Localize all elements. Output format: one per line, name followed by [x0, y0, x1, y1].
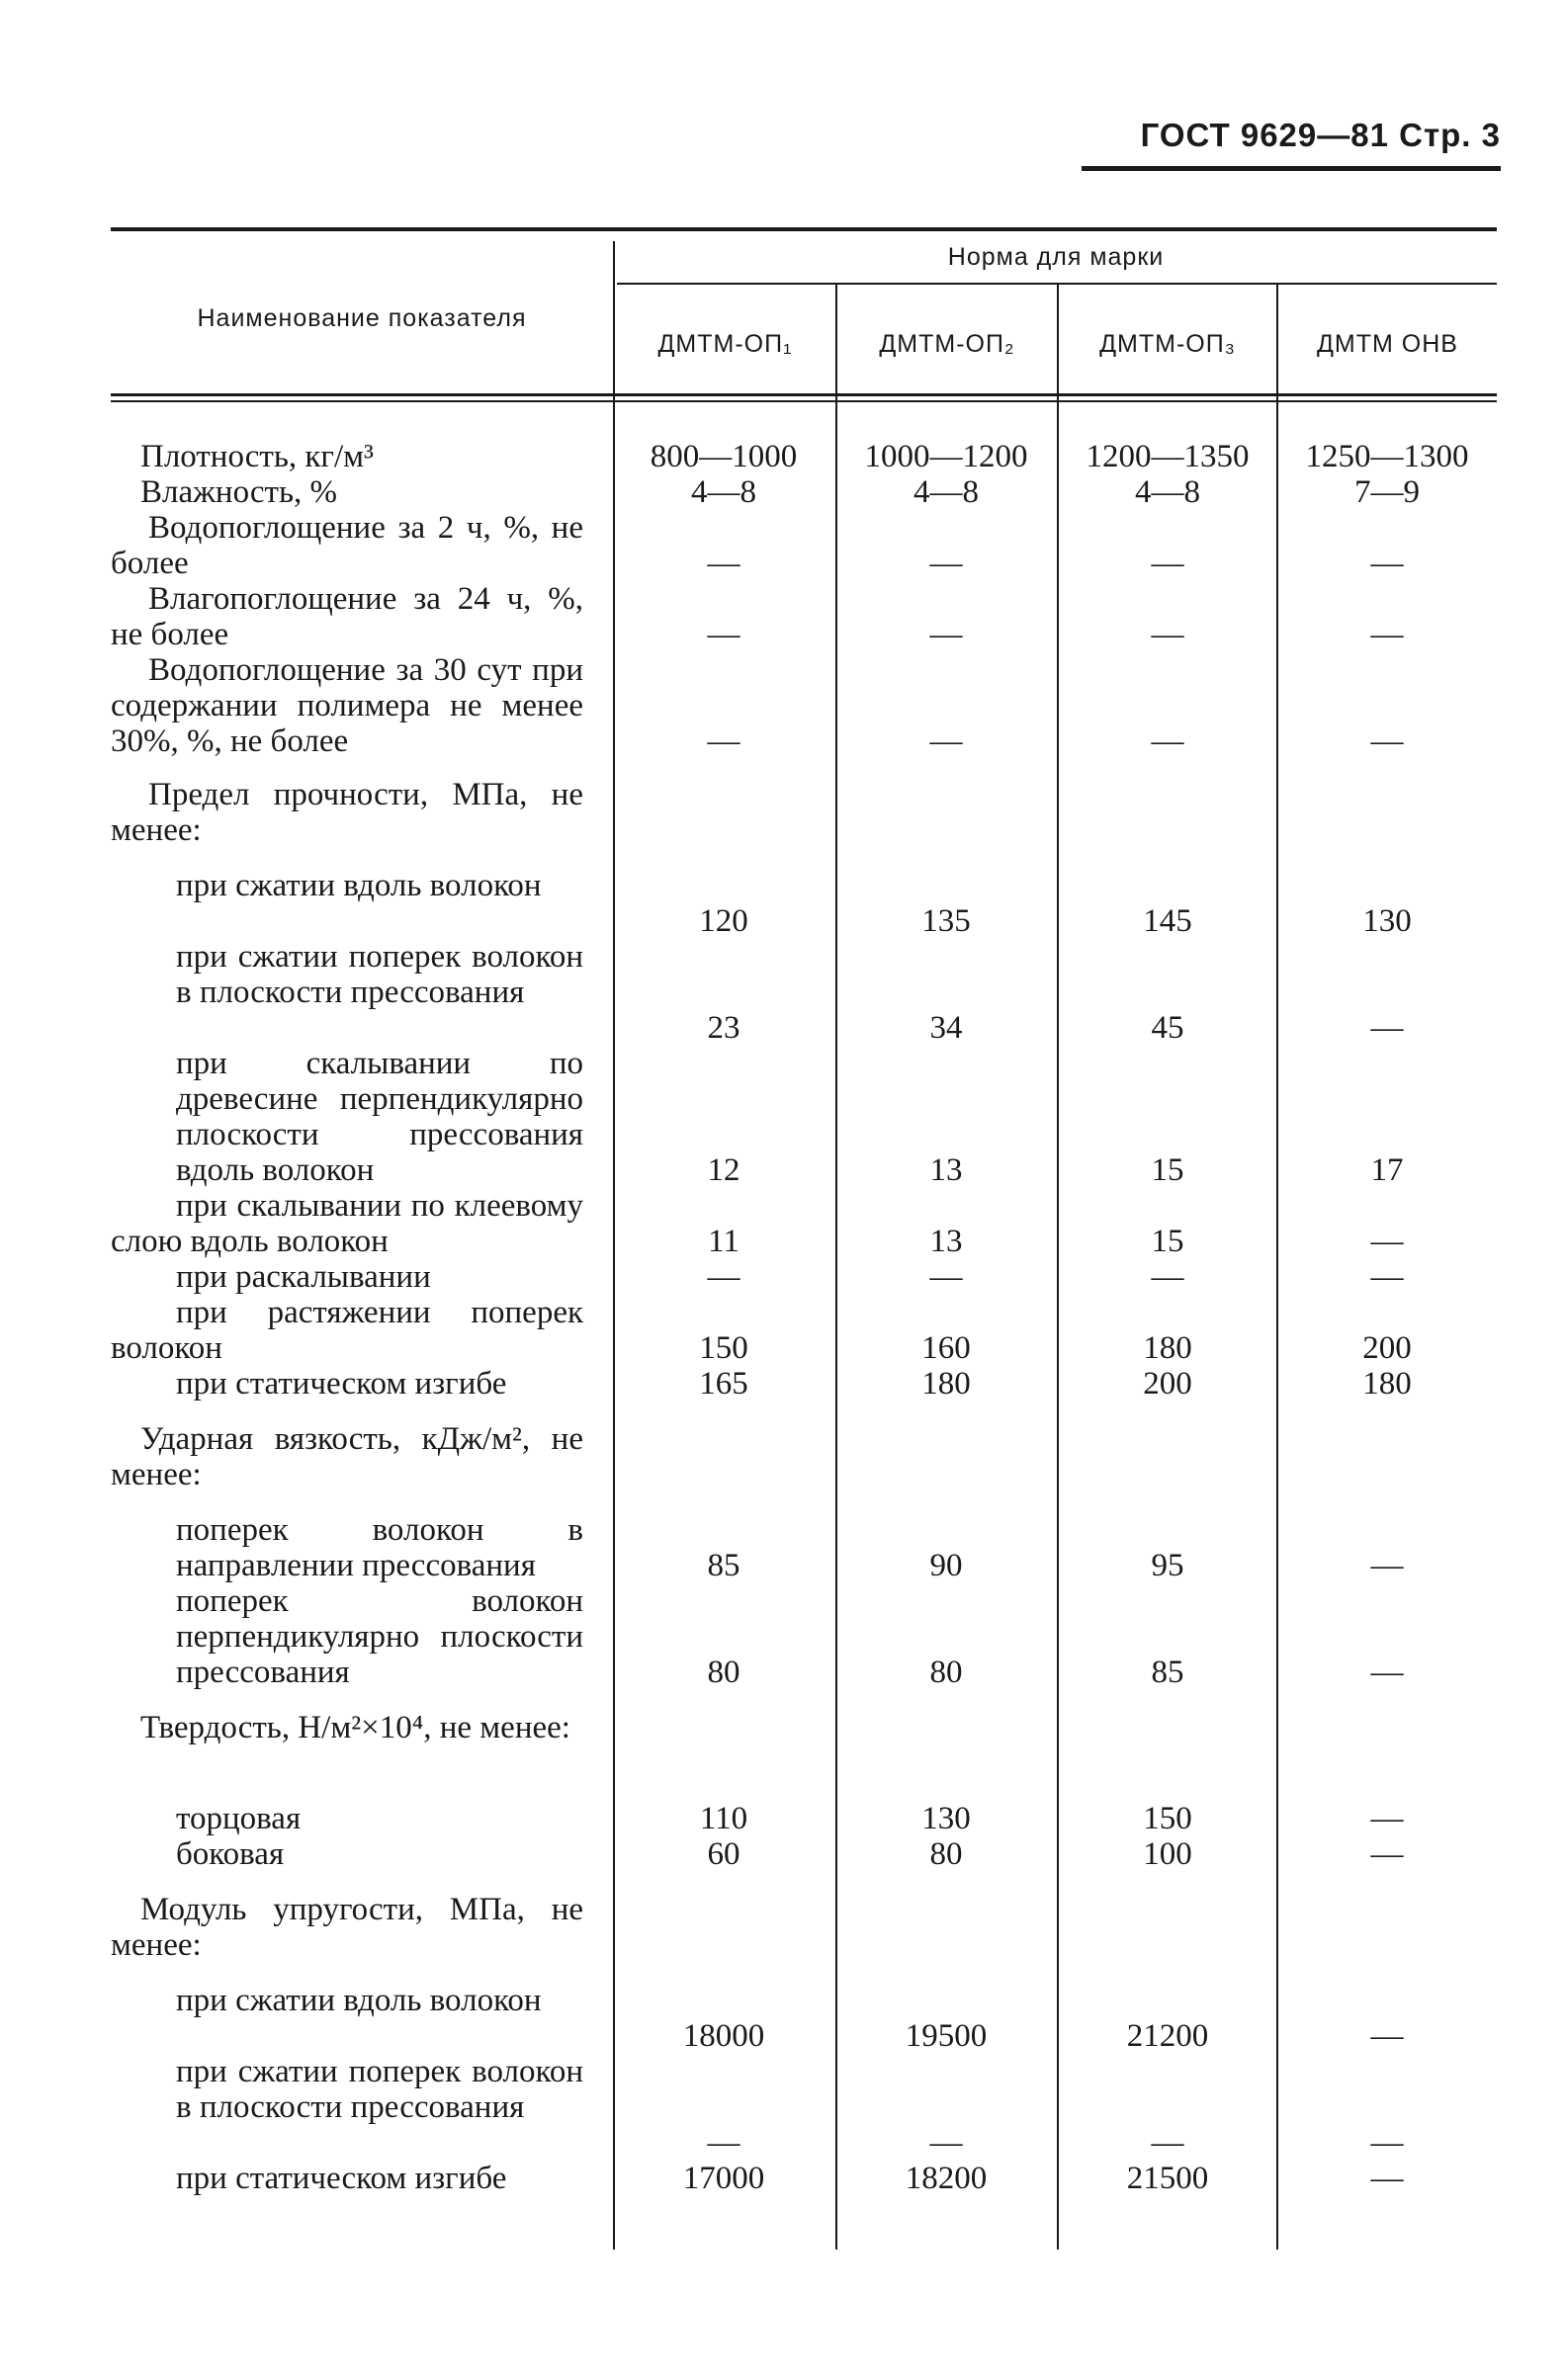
row-value: 150: [1143, 1801, 1192, 1836]
group-header: Норма для марки: [947, 243, 1165, 271]
row-value: 130: [1362, 903, 1412, 939]
row-label: боковая: [176, 1836, 285, 1872]
table-row: [111, 1188, 1497, 1259]
row-value: —: [1370, 723, 1404, 759]
row-label: при сжатии поперек волокон в плоскости прессования: [176, 2054, 583, 2125]
table-row: [111, 1512, 1497, 1583]
grade-header: ДМТМ-ОП₃: [1099, 330, 1236, 358]
table-row: [111, 2054, 1497, 2161]
row-value: 130: [921, 1801, 971, 1836]
row-label: поперек волокон перпендикулярно плоскости прессования: [176, 1583, 583, 1690]
row-label: Твердость, Н/м²×10⁴, не менее:: [140, 1710, 570, 1745]
page-header: [1141, 117, 1501, 154]
row-value: —: [1370, 1259, 1404, 1295]
gost-code: ГОСТ 9629—81: [1140, 117, 1389, 153]
row-value: 17: [1370, 1152, 1404, 1188]
row-value: —: [929, 546, 963, 581]
row-value: 11: [708, 1224, 740, 1259]
row-label: Модуль упругости, МПа, не менее:: [111, 1892, 583, 1963]
row-value: —: [1370, 1801, 1404, 1836]
row-value: —: [1370, 617, 1404, 652]
row-label: Водопоглощение за 2 ч, %, не более: [111, 510, 583, 581]
row-label: Плотность, кг/м³: [140, 439, 374, 474]
row-value: 85: [707, 1548, 740, 1583]
row-value: 18200: [905, 2161, 988, 2196]
row-value: —: [929, 617, 963, 652]
row-value: —: [1370, 1836, 1404, 1872]
row-value: —: [707, 1259, 740, 1295]
row-value: —: [1151, 723, 1184, 759]
table-row: [111, 1421, 1497, 1492]
row-value: 120: [699, 903, 748, 939]
row-value: —: [707, 617, 740, 652]
table-row: [111, 777, 1497, 848]
row-value: 100: [1143, 1836, 1192, 1872]
row-label: при скалывании по древесине перпендикулярно плоскости прессования вдоль волокон: [176, 1046, 583, 1188]
row-value: 4—8: [1135, 474, 1200, 510]
row-value: —: [1370, 2018, 1404, 2054]
row-label: при статическом изгибе: [176, 2161, 507, 2196]
table-row: [111, 1836, 1497, 1872]
row-value: 80: [929, 1655, 963, 1690]
header-rule: [1082, 166, 1501, 171]
grade-header: ДМТМ ОНВ: [1317, 330, 1458, 358]
row-value: 180: [1143, 1330, 1192, 1366]
row-label: Водопоглощение за 30 сут при содержании полимера не менее 30%, %, не более: [111, 652, 583, 759]
row-value: —: [1370, 2125, 1404, 2161]
row-value: 145: [1143, 903, 1192, 939]
row-value: —: [707, 723, 740, 759]
table-row: [111, 868, 1497, 939]
row-label: Влагопоглощение за 24 ч, %, не более: [111, 581, 583, 652]
row-value: 180: [1362, 1366, 1412, 1402]
row-label: при раскалывании: [176, 1259, 431, 1295]
table-row: [111, 1801, 1497, 1836]
row-value: 200: [1362, 1330, 1412, 1366]
row-value: —: [1370, 546, 1404, 581]
table-top-rule: [111, 227, 1497, 231]
row-value: 135: [921, 903, 971, 939]
table-row: [111, 510, 1497, 581]
row-value: 90: [929, 1548, 963, 1583]
row-value: —: [707, 2125, 740, 2161]
row-value: —: [929, 2125, 963, 2161]
row-label: при скалывании по клеевому слою вдоль волокон: [111, 1188, 583, 1259]
grade-header: ДМТМ-ОП₁: [657, 330, 793, 358]
row-value: —: [1151, 546, 1184, 581]
row-value: —: [929, 1259, 963, 1295]
row-value: 85: [1151, 1655, 1184, 1690]
table-row: [111, 1583, 1497, 1690]
row-value: —: [1370, 1655, 1404, 1690]
row-value: 1000—1200: [864, 439, 1028, 474]
row-value: —: [1370, 2161, 1404, 2196]
row-value: 4—8: [691, 474, 756, 510]
table-row: [111, 1259, 1497, 1295]
row-value: 1250—1300: [1305, 439, 1469, 474]
row-value: 165: [699, 1366, 748, 1402]
table-row: [111, 474, 1497, 510]
row-value: —: [1370, 1224, 1404, 1259]
table-row: [111, 1366, 1497, 1402]
row-label: Ударная вязкость, кДж/м², не менее:: [111, 1421, 583, 1492]
table-row: [111, 939, 1497, 1046]
row-value: 7—9: [1354, 474, 1420, 510]
row-value: 21200: [1126, 2018, 1209, 2054]
row-label: при сжатии вдоль волокон: [176, 868, 542, 903]
row-value: 13: [929, 1152, 963, 1188]
table-row: [111, 1892, 1497, 1963]
row-value: 110: [699, 1801, 748, 1836]
page-number: Стр. 3: [1399, 117, 1501, 153]
row-value: —: [1151, 1259, 1184, 1295]
row-value: 18000: [682, 2018, 765, 2054]
table-row: [111, 2161, 1497, 2196]
table-row: [111, 581, 1497, 652]
row-value: 15: [1151, 1152, 1184, 1188]
row-value: 34: [929, 1010, 963, 1046]
row-value: 180: [921, 1366, 971, 1402]
header-bottom-rule: [111, 393, 1497, 396]
row-value: —: [1370, 1010, 1404, 1046]
row-value: —: [1370, 1548, 1404, 1583]
row-value: 95: [1151, 1548, 1184, 1583]
row-value: 17000: [682, 2161, 765, 2196]
row-label: при статическом изгибе: [176, 1366, 507, 1402]
table-row: [111, 439, 1497, 474]
row-value: —: [1151, 617, 1184, 652]
row-value: 19500: [905, 2018, 988, 2054]
row-value: 150: [699, 1330, 748, 1366]
row-label: при сжатии вдоль волокон: [176, 1983, 542, 2018]
row-value: 12: [707, 1152, 740, 1188]
param-header: Наименование показателя: [197, 304, 527, 332]
row-value: 200: [1143, 1366, 1192, 1402]
table-row: [111, 1710, 1497, 1781]
row-label: торцовая: [176, 1801, 302, 1836]
table-row: [111, 652, 1497, 759]
table-row: [111, 1046, 1497, 1188]
row-value: 13: [929, 1224, 963, 1259]
row-value: 15: [1151, 1224, 1184, 1259]
row-label: Влажность, %: [140, 474, 338, 510]
row-label: Предел прочности, МПа, не менее:: [111, 777, 583, 848]
row-value: 1200—1350: [1086, 439, 1250, 474]
row-value: —: [929, 723, 963, 759]
table-row: [111, 1295, 1497, 1366]
row-value: 60: [707, 1836, 740, 1872]
row-value: —: [707, 546, 740, 581]
row-value: 160: [921, 1330, 971, 1366]
table-row: [111, 1983, 1497, 2054]
row-value: 21500: [1126, 2161, 1209, 2196]
row-value: 80: [929, 1836, 963, 1872]
row-value: 4—8: [914, 474, 979, 510]
row-label: при растяжении поперек волокон: [111, 1295, 583, 1366]
row-value: 800—1000: [650, 439, 798, 474]
grade-header: ДМТМ-ОП₂: [879, 330, 1015, 358]
row-value: 45: [1151, 1010, 1184, 1046]
row-value: 23: [707, 1010, 740, 1046]
row-value: 80: [707, 1655, 740, 1690]
row-label: поперек волокон в направлении прессования: [176, 1512, 583, 1583]
row-label: при сжатии поперек волокон в плоскости прессования: [176, 939, 583, 1010]
row-value: —: [1151, 2125, 1184, 2161]
header-bottom-rule-2: [111, 400, 1497, 402]
